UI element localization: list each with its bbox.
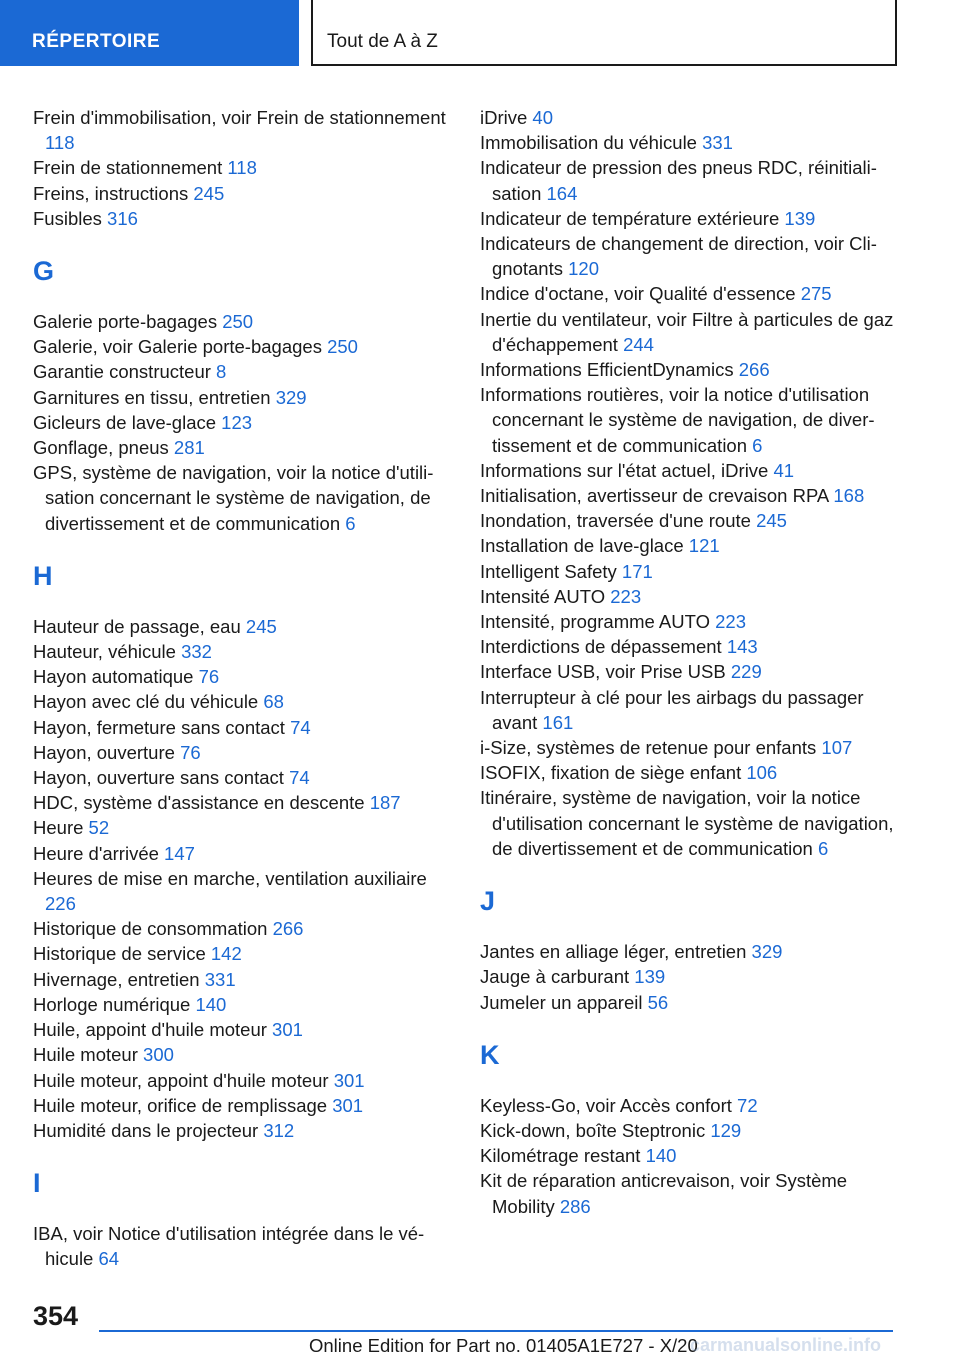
index-entry-text: Interdictions de dépassement: [480, 636, 722, 658]
index-entry: [480, 458, 898, 483]
page-reference-link[interactable]: 245: [756, 510, 787, 532]
index-entry: [480, 357, 898, 382]
page-reference-link[interactable]: 147: [164, 842, 195, 864]
page-reference-link[interactable]: 275: [800, 283, 832, 305]
index-entry: [33, 916, 451, 941]
page-reference-link[interactable]: 41: [773, 459, 795, 481]
page-reference-link[interactable]: 56: [647, 991, 669, 1013]
page-reference-link[interactable]: 229: [730, 661, 762, 683]
page-reference-link[interactable]: 226: [45, 893, 76, 915]
page-reference-link[interactable]: 164: [546, 182, 578, 204]
index-entry-text: Keyless-Go, voir Accès confort: [480, 1094, 732, 1116]
index-entry: [480, 130, 898, 155]
page-reference-link[interactable]: 266: [738, 359, 770, 381]
index-entry: [33, 206, 451, 231]
index-entry-text: Jantes en alliage léger, entretien: [480, 941, 747, 963]
index-entry: [480, 1143, 898, 1168]
index-entry-text: Jauge à carburant: [480, 966, 630, 988]
page-reference-link[interactable]: 266: [272, 918, 304, 940]
page-reference-link[interactable]: 301: [332, 1094, 364, 1116]
index-entry: [480, 533, 898, 558]
page-reference-link[interactable]: 6: [817, 837, 829, 859]
index-column-right: [480, 105, 898, 1219]
page-reference-link[interactable]: 301: [272, 1019, 303, 1041]
page-reference-link[interactable]: 250: [222, 311, 254, 333]
index-entry: [33, 815, 451, 840]
index-entry: [480, 508, 898, 533]
page-reference-link[interactable]: 329: [751, 941, 783, 963]
page-reference-link[interactable]: 171: [621, 560, 653, 582]
index-entry: [33, 385, 451, 410]
page-reference-link[interactable]: 140: [645, 1145, 677, 1167]
index-entry: [33, 614, 451, 639]
index-entry-text: Hayon avec clé du véhicule: [33, 691, 259, 713]
page-reference-link[interactable]: 140: [195, 993, 227, 1015]
index-entry: [480, 735, 898, 760]
page-reference-link[interactable]: 300: [143, 1044, 174, 1066]
index-entry: [33, 359, 451, 384]
page-reference-link[interactable]: 281: [173, 437, 205, 459]
page-reference-link[interactable]: 139: [634, 966, 666, 988]
edition-footer: Online Edition for Part no. 01405A1E727 - X/20: [309, 1335, 698, 1356]
page-reference-link[interactable]: 52: [88, 817, 110, 839]
index-entry-text: Historique de service: [33, 943, 206, 965]
index-entry: [33, 639, 451, 664]
index-entry: [33, 105, 451, 155]
index-entry-text: Gicleurs de lave-glace: [33, 411, 217, 433]
index-entry-text: Hayon, fermeture sans contact: [33, 716, 285, 738]
page-reference-link[interactable]: 286: [559, 1195, 591, 1217]
index-entry-text: Huile moteur, orifice de remplissage: [33, 1094, 328, 1116]
index-entry: [480, 785, 898, 861]
index-entry-text: Intensité, programme AUTO: [480, 611, 710, 633]
index-entry: [33, 1017, 451, 1042]
index-entry-text: Hayon, ouverture: [33, 741, 175, 763]
index-entry-text: Interrupteur à clé pour les airbags du passager avant: [480, 686, 864, 733]
index-entry-text: Inertie du ventilateur, voir Filtre à particules de gaz d'échappement: [480, 308, 894, 355]
index-entry-text: Jumeler un appareil: [480, 991, 643, 1013]
index-entry: [33, 1042, 451, 1067]
index-entry-text: Intensité AUTO: [480, 585, 606, 607]
index-entry: [480, 760, 898, 785]
index-entry-text: Frein de stationnement: [33, 157, 223, 179]
page-reference-link[interactable]: 118: [45, 132, 75, 154]
index-entry: [480, 559, 898, 584]
index-entry-text: Installation de lave-glace: [480, 535, 684, 557]
page-reference-link[interactable]: 143: [726, 636, 758, 658]
index-entry: [480, 155, 898, 205]
index-entry-text: Inondation, traversée d'une route: [480, 510, 751, 532]
index-entry-text: Historique de consommation: [33, 918, 268, 940]
index-entry: [33, 689, 451, 714]
index-entry: [33, 435, 451, 460]
index-entry-text: Galerie porte-bagages: [33, 311, 218, 333]
index-entry: [480, 206, 898, 231]
page-reference-link[interactable]: 129: [710, 1119, 742, 1141]
index-column-left: [33, 105, 451, 1272]
page-reference-link[interactable]: 332: [181, 641, 212, 663]
index-entry-text: Garnitures en tissu, entretien: [33, 386, 271, 408]
page-reference-link[interactable]: 74: [290, 716, 311, 738]
page-reference-link[interactable]: 40: [532, 107, 553, 128]
index-entry: [480, 483, 898, 508]
index-entry-text: Huile moteur: [33, 1044, 138, 1066]
page-reference-link[interactable]: 331: [204, 968, 236, 990]
index-entry: [33, 992, 451, 1017]
page-reference-link[interactable]: 107: [821, 737, 853, 759]
index-entry-text: Horloge numérique: [33, 993, 191, 1015]
page-reference-link[interactable]: 68: [263, 691, 284, 713]
index-entry-text: Freins, instructions: [33, 182, 189, 204]
index-entry-text: Heure: [33, 817, 84, 839]
index-entry-text: Huile, appoint d'huile moteur: [33, 1019, 267, 1041]
index-entry-text: Kick-down, boîte Steptronic: [480, 1119, 706, 1141]
index-entry: [33, 309, 451, 334]
watermark-logo: carmanualsonline.info: [690, 1335, 882, 1355]
page-reference-link[interactable]: 316: [107, 207, 138, 229]
index-entry: [33, 740, 451, 765]
page-reference-link[interactable]: 312: [263, 1119, 295, 1141]
page-number: 354: [33, 1301, 79, 1331]
index-entry-text: Immobilisation du véhicule: [480, 132, 697, 154]
index-entry: [33, 841, 451, 866]
index-entry-text: iDrive: [480, 107, 528, 128]
index-entry: [33, 155, 451, 180]
page-reference-link[interactable]: 6: [345, 512, 356, 534]
page-reference-link[interactable]: 331: [702, 132, 733, 154]
index-entry: [33, 460, 451, 536]
index-entry-text: Interface USB, voir Prise USB: [480, 661, 726, 683]
index-entry-text: Heures de mise en marche, ventilation auxiliaire: [33, 867, 427, 889]
page-reference-link[interactable]: 123: [221, 411, 253, 433]
chapter-title: Tout de A à Z: [327, 31, 438, 52]
index-entry-text: Gonflage, pneus: [33, 437, 169, 459]
index-entry: [480, 231, 898, 281]
index-entry: [480, 685, 898, 735]
section-tab: [0, 0, 299, 66]
index-entry: [480, 281, 898, 306]
page-reference-link[interactable]: 187: [369, 792, 401, 814]
index-entry-text: Heure d'arrivée: [33, 842, 159, 864]
page-reference-link[interactable]: 118: [227, 157, 257, 179]
index-entry-text: Kit de réparation anticrevaison, voir Système Mobility: [480, 1170, 848, 1217]
index-entry-text: Garantie constructeur: [33, 361, 211, 383]
index-entry-text: Indicateur de pression des pneus RDC, réinitialisation: [480, 157, 877, 204]
index-entry-text: Hivernage, entretien: [33, 968, 200, 990]
page-reference-link[interactable]: 161: [542, 711, 574, 733]
index-entry-text: Hayon automatique: [33, 666, 194, 688]
page-reference-link[interactable]: 106: [746, 762, 778, 784]
page-reference-link[interactable]: 245: [193, 182, 225, 204]
index-entry-text: Galerie, voir Galerie porte-bagages: [33, 336, 322, 358]
index-letter-heading: I: [33, 1168, 41, 1199]
index-entry: [33, 765, 451, 790]
index-entry: [33, 1068, 451, 1093]
page-reference-link[interactable]: 76: [198, 666, 220, 688]
index-entry-text: i-Size, systèmes de retenue pour enfants: [480, 737, 817, 759]
index-entry: [33, 1118, 451, 1143]
index-entry-text: Fusibles: [33, 207, 102, 229]
index-entry-text: Indicateur de température extérieure: [480, 207, 780, 229]
page-reference-link[interactable]: 244: [623, 333, 654, 355]
index-letter-heading: J: [480, 886, 496, 917]
index-entry: [33, 941, 451, 966]
index-entry: [480, 307, 898, 357]
page-reference-link[interactable]: 142: [210, 943, 242, 965]
index-entry: [33, 790, 451, 815]
page-reference-link[interactable]: 76: [180, 741, 201, 763]
index-entry-text: ISOFIX, fixation de siège enfant: [480, 762, 742, 784]
index-entry: [33, 664, 451, 689]
index-entry-text: Kilométrage restant: [480, 1145, 641, 1167]
index-entry-text: HDC, système d'assistance en descente: [33, 792, 365, 814]
index-entry-text: Hayon, ouverture sans contact: [33, 767, 284, 789]
index-entry-text: Indicateurs de changement de direction, voir Clignotants: [480, 233, 877, 280]
index-letter-heading: H: [33, 560, 53, 591]
index-entry: [33, 1221, 451, 1271]
index-entry: [33, 181, 451, 206]
index-entry: [480, 939, 898, 964]
index-entry-text: IBA, voir Notice d'utilisation intégrée dans le véhicule: [33, 1223, 425, 1270]
index-entry-text: Informations sur l'état actuel, iDrive: [480, 459, 769, 481]
index-entry: [480, 1168, 898, 1218]
index-entry: [480, 964, 898, 989]
index-entry: [480, 584, 898, 609]
index-entry: [480, 659, 898, 684]
index-entry-text: Huile moteur, appoint d'huile moteur: [33, 1069, 329, 1091]
index-entry: [480, 634, 898, 659]
index-entry: [480, 382, 898, 458]
index-entry: [480, 990, 898, 1015]
page-reference-link[interactable]: 250: [327, 336, 358, 358]
page-reference-link[interactable]: 139: [784, 207, 816, 229]
index-entry-text: Itinéraire, système de navigation, voir la notice d'utilisation concernant le système de navigation, de divertissement et de communication: [480, 787, 894, 859]
index-entry: [33, 334, 451, 359]
index-entry-text: GPS, système de navigation, voir la notice d'utilisation concernant le système de navigation, de divertissement et de communication: [33, 462, 434, 534]
page-reference-link[interactable]: 121: [688, 535, 720, 557]
index-entry-text: Humidité dans le projecteur: [33, 1119, 259, 1141]
index-letter-heading: K: [480, 1039, 500, 1070]
index-entry: [33, 967, 451, 992]
index-entry-text: Hauteur, véhicule: [33, 641, 176, 663]
index-entry: [480, 609, 898, 634]
index-entry: [33, 410, 451, 435]
page-reference-link[interactable]: 223: [610, 585, 642, 607]
index-entry-text: Informations routières, voir la notice d'utilisation concernant le système de navigation, de divertissement et de communication: [480, 384, 875, 456]
page-reference-link[interactable]: 245: [245, 615, 277, 637]
page-reference-link[interactable]: 6: [752, 434, 763, 456]
page-reference-link[interactable]: 64: [98, 1248, 120, 1270]
chapter-header: [311, 0, 897, 66]
index-entry: [480, 105, 898, 130]
index-entry-text: Hauteur de passage, eau: [33, 615, 241, 637]
index-entry-text: Informations EfficientDynamics: [480, 359, 734, 381]
index-entry: [33, 1093, 451, 1118]
index-entry: [480, 1118, 898, 1143]
index-entry: [480, 1093, 898, 1118]
page-reference-link[interactable]: 168: [833, 485, 865, 507]
index-entry-text: Initialisation, avertisseur de crevaison RPA: [480, 485, 829, 507]
index-letter-heading: G: [33, 256, 55, 287]
page-reference-link[interactable]: 120: [568, 258, 599, 280]
page-reference-link[interactable]: 74: [289, 767, 310, 789]
index-entry: [33, 866, 451, 916]
page-reference-link[interactable]: 8: [216, 361, 227, 383]
page-reference-link[interactable]: 329: [275, 386, 307, 408]
page-reference-link[interactable]: 72: [737, 1094, 758, 1116]
index-entry: [33, 715, 451, 740]
index-entry-text: Intelligent Safety: [480, 560, 617, 582]
index-entry-text: Indice d'octane, voir Qualité d'essence: [480, 283, 796, 305]
section-label: RÉPERTOIRE: [32, 31, 161, 52]
footer-rule: [99, 1330, 893, 1332]
page-reference-link[interactable]: 223: [715, 611, 746, 633]
index-entry-text: Frein d'immobilisation, voir Frein de stationnement: [33, 107, 446, 128]
page-reference-link[interactable]: 301: [333, 1069, 365, 1091]
